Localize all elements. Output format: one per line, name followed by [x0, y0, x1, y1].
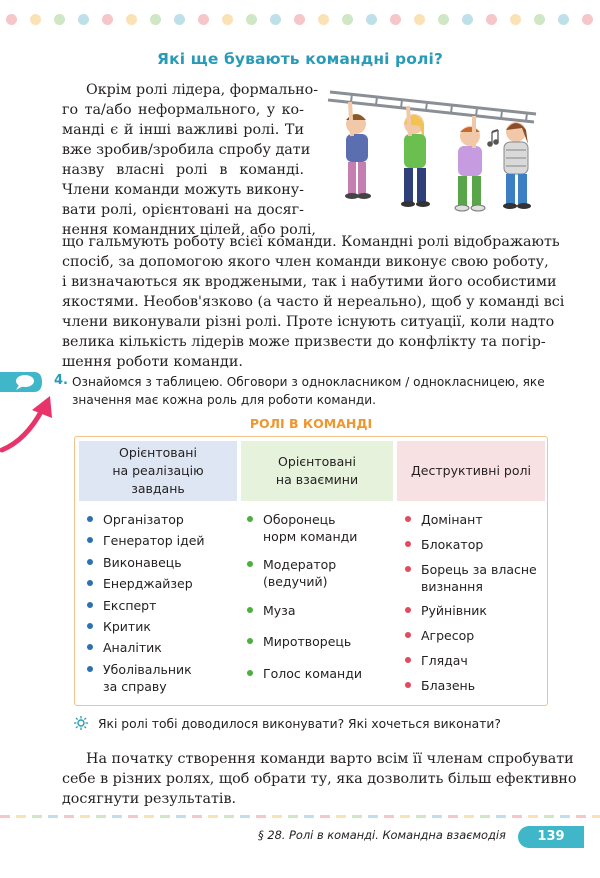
- item-text: за справу: [103, 678, 167, 694]
- decor-dash: [336, 815, 346, 818]
- footer-dashed-border: [0, 815, 600, 818]
- item-text: норм команди: [263, 529, 358, 544]
- decor-dot: [414, 14, 425, 25]
- item-text: Модератор: [263, 557, 337, 572]
- decor-dot: [6, 14, 17, 25]
- item-text: Блазень: [421, 678, 476, 693]
- question-text: Які ролі тобі доводилося виконувати? Які хочеться виконати?: [98, 717, 501, 731]
- kid-figure-2: [401, 106, 430, 207]
- decor-dot: [462, 14, 473, 25]
- item-text: Глядач: [421, 653, 468, 668]
- decor-dash: [192, 815, 202, 818]
- decor-dash: [32, 815, 42, 818]
- decor-dot: [126, 14, 137, 25]
- decor-dot: [78, 14, 89, 25]
- intro-line: назву власні ролі в команді.: [62, 162, 304, 178]
- decor-dash: [128, 815, 138, 818]
- final-line: себе в різних ролях, щоб обрати ту, яка дозволить більш ефективно: [62, 771, 577, 787]
- intro-line: го та/або неформального, у ко-: [62, 102, 304, 118]
- decor-dash: [416, 815, 426, 818]
- decor-dash: [80, 815, 90, 818]
- list-item: [405, 677, 537, 694]
- decor-dot: [222, 14, 233, 25]
- sun-icon: [74, 716, 88, 730]
- chapter-footer: § 28. Ролі в команді. Командна взаємодія: [258, 828, 506, 842]
- item-text: Енерджайзер: [103, 576, 193, 592]
- body-line: спосіб, за допомогою якого член команди виконує свою роботу,: [62, 254, 549, 270]
- list-item: [87, 639, 205, 656]
- list-item: [247, 556, 362, 590]
- decor-dash: [112, 815, 122, 818]
- decor-dash: [176, 815, 186, 818]
- item-text: Муза: [263, 603, 296, 618]
- decor-dot: [318, 14, 329, 25]
- kids-carrying-ladder-illustration: [322, 84, 540, 220]
- list-item: [87, 661, 205, 695]
- item-text: Уболівальник: [103, 661, 192, 677]
- decor-dash: [0, 815, 10, 818]
- roles-table: [74, 436, 548, 706]
- decor-dash: [48, 815, 58, 818]
- task-number: 4.: [54, 373, 68, 388]
- task-line: значення має кожна роль для роботи команди.: [72, 393, 376, 407]
- top-dot-border: [6, 14, 594, 26]
- decor-dash: [16, 815, 26, 818]
- header-line: на взаємини: [275, 472, 359, 487]
- column-header-destructive: [397, 441, 545, 501]
- kid-figure-1: [345, 102, 371, 199]
- list-item: [405, 627, 537, 644]
- list-item: [405, 652, 537, 669]
- item-text: Генератор ідей: [103, 533, 205, 549]
- decor-dash: [208, 815, 218, 818]
- list-item: [405, 561, 537, 595]
- kid-figure-4: [503, 122, 531, 209]
- decor-dash: [400, 815, 410, 818]
- item-text: Руйнівник: [421, 603, 487, 618]
- list-item: [87, 618, 205, 635]
- item-text: Блокатор: [421, 537, 484, 552]
- decor-dot: [534, 14, 545, 25]
- intro-line: манді є й інші важливі ролі. Ти: [62, 122, 304, 138]
- header-line: Орієнтовані: [119, 445, 197, 460]
- music-note-icon: [488, 130, 499, 146]
- column-header-task-oriented: [79, 441, 237, 501]
- decor-dot: [342, 14, 353, 25]
- item-text: Миротворець: [263, 634, 352, 649]
- item-text: Домінант: [421, 512, 483, 527]
- decor-dot: [558, 14, 569, 25]
- decor-dot: [30, 14, 41, 25]
- decor-dash: [544, 815, 554, 818]
- decor-dot: [294, 14, 305, 25]
- decor-dash: [240, 815, 250, 818]
- intro-paragraph: [62, 80, 319, 240]
- page-number: 139: [518, 826, 584, 848]
- list-item: [405, 602, 537, 619]
- header-line: Деструктивні ролі: [411, 463, 531, 478]
- header-line: на реалізацію: [112, 463, 204, 478]
- decor-dot: [102, 14, 113, 25]
- list-item: [87, 554, 205, 571]
- item-text: Агресор: [421, 628, 475, 643]
- body-line: шення роботи команди.: [62, 354, 243, 370]
- body-line: велика кількість лідерів може призвести до конфлікту та погір-: [62, 334, 546, 350]
- body-line: члени виконували різні ролі. Проте існують ситуації, коли надто: [62, 314, 555, 330]
- decor-dash: [288, 815, 298, 818]
- item-text: Виконавець: [103, 554, 182, 570]
- decor-dot: [366, 14, 377, 25]
- list-item: [247, 633, 362, 650]
- decor-dot: [198, 14, 209, 25]
- decor-dash: [576, 815, 586, 818]
- destructive-roles-list: [405, 511, 537, 694]
- decor-dash: [528, 815, 538, 818]
- decor-dash: [320, 815, 330, 818]
- decor-dash: [368, 815, 378, 818]
- list-item: [87, 575, 205, 592]
- column-header-relation-oriented: [241, 441, 393, 501]
- relation-roles-list: [247, 511, 362, 682]
- list-item: [87, 597, 205, 614]
- decor-dot: [390, 14, 401, 25]
- item-text: Оборонець: [263, 512, 336, 527]
- intro-line: вже зробив/зробила спробу дати: [62, 142, 311, 158]
- decor-dash: [144, 815, 154, 818]
- final-line: На початку створення команди варто всім її членам спробувати: [86, 751, 574, 767]
- list-item: [87, 511, 205, 528]
- item-text: Експерт: [103, 597, 157, 613]
- decor-dash: [480, 815, 490, 818]
- body-line: і визначаються як вроджеными, так і набутими його особистими: [62, 274, 557, 290]
- section-title: Які ще бувають командні ролі?: [157, 50, 443, 68]
- decor-dash: [496, 815, 506, 818]
- decor-dot: [486, 14, 497, 25]
- decor-dash: [160, 815, 170, 818]
- intro-line: Члени команди можуть викону-: [62, 182, 304, 198]
- decor-dot: [150, 14, 161, 25]
- table-title: РОЛІ В КОМАНДІ: [249, 416, 373, 431]
- decor-dot: [174, 14, 185, 25]
- item-text: Аналітик: [103, 640, 162, 656]
- decor-dash: [384, 815, 394, 818]
- intro-line: вати ролі, орієнтовані на досяг-: [62, 202, 304, 218]
- decor-dash: [64, 815, 74, 818]
- pink-arrow-icon: [0, 392, 60, 454]
- kid-figure-3: [455, 116, 485, 211]
- decor-dot: [54, 14, 65, 25]
- item-text: Організатор: [103, 512, 184, 527]
- task-roles-list: [87, 511, 205, 699]
- decor-dash: [464, 815, 474, 818]
- final-line: досягнути результатів.: [62, 791, 237, 807]
- body-line: що гальмують роботу всієї команди. Командні ролі відображають: [62, 234, 560, 250]
- header-line: завдань: [131, 481, 185, 496]
- item-text: Критик: [103, 618, 151, 634]
- decor-dash: [592, 815, 600, 818]
- decor-dash: [560, 815, 570, 818]
- item-text: визнання: [421, 579, 483, 594]
- list-item: [405, 536, 537, 553]
- decor-dash: [272, 815, 282, 818]
- list-item: [405, 511, 537, 528]
- task-line: Ознайомся з таблицею. Обговори з однокласником / однокласницею, яке: [72, 375, 545, 389]
- item-text: Голос команди: [263, 666, 362, 681]
- decor-dash: [352, 815, 362, 818]
- decor-dash: [448, 815, 458, 818]
- header-line: Орієнтовані: [278, 454, 356, 469]
- list-item: [87, 532, 205, 549]
- body-paragraph: [62, 232, 565, 372]
- decor-dot: [510, 14, 521, 25]
- task-text: [72, 373, 552, 409]
- intro-line: Окрім ролі лідера, формально-: [86, 82, 319, 98]
- decor-dash: [224, 815, 234, 818]
- intro-line: нення командних цілей, або ролі,: [62, 222, 316, 238]
- decor-dash: [304, 815, 314, 818]
- decor-dash: [432, 815, 442, 818]
- list-item: [247, 665, 362, 682]
- decor-dot: [438, 14, 449, 25]
- decor-dash: [256, 815, 266, 818]
- decor-dash: [512, 815, 522, 818]
- body-line: якостями. Необов'язково (а часто й нереально), щоб у команді всі: [62, 294, 565, 310]
- decor-dot: [270, 14, 281, 25]
- item-text: Борець за власне: [421, 562, 537, 577]
- list-item: [247, 602, 362, 619]
- decor-dot: [582, 14, 593, 25]
- decor-dash: [96, 815, 106, 818]
- decor-dot: [246, 14, 257, 25]
- final-paragraph: [62, 749, 577, 809]
- list-item: [247, 511, 362, 545]
- item-text: (ведучий): [263, 574, 328, 589]
